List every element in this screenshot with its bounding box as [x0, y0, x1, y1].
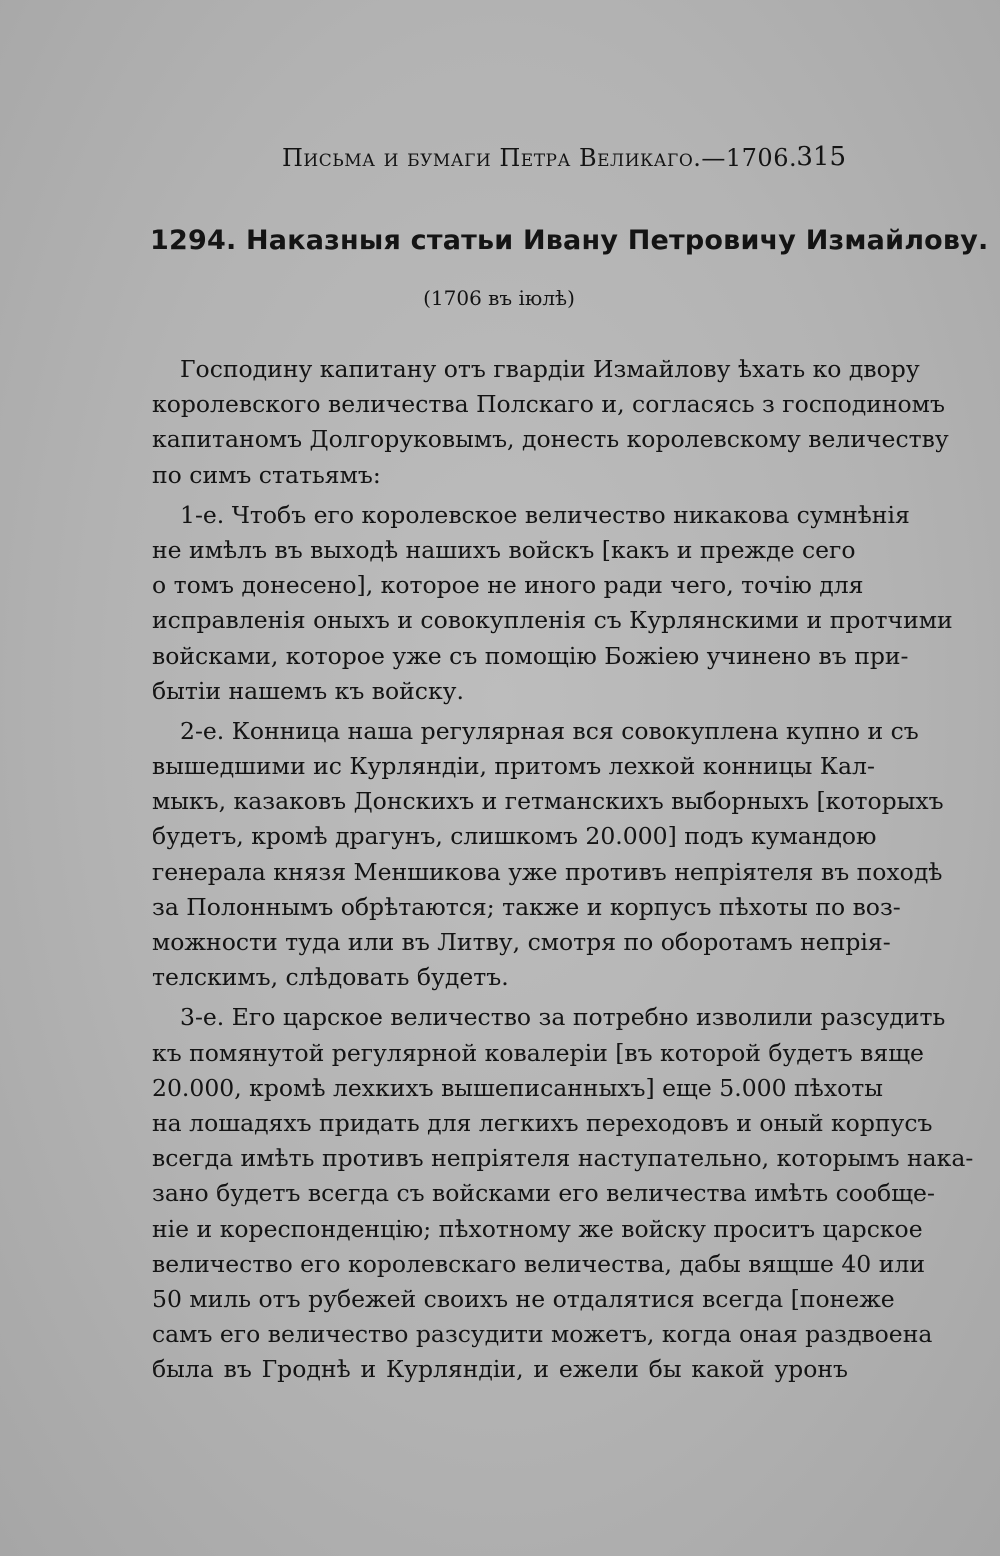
text-line: 2-е. Конница наша регулярная вся совокуплена купно и съ	[180, 716, 919, 745]
text-line: самъ его величество разсудити можетъ, когда оная раздвоена	[152, 1320, 933, 1349]
text-line: исправленія оныхъ и совокупленія съ Курлянскими и протчими	[152, 606, 953, 635]
text-line: 3-е. Его царское величество за потребно изволили разсудить	[180, 1003, 946, 1032]
text-line: 20.000, кромѣ лехкихъ вышеписанныхъ] еще 5.000 пѣхоты	[152, 1073, 883, 1102]
text-line: къ помянутой регулярной ковалеріи [въ которой будетъ вяще	[152, 1038, 924, 1067]
text-line: генерала князя Меншикова уже противъ непріятеля въ походѣ	[152, 857, 943, 886]
paragraph	[152, 352, 949, 493]
text-line: не имѣлъ въ выходѣ нашихъ войскъ [какъ и прежде сего	[152, 535, 856, 564]
paragraph	[152, 1000, 974, 1387]
document-date: (1706 въ іюлѣ)	[423, 286, 575, 310]
page-number: 315	[796, 142, 846, 172]
text-line: зано будетъ всегда съ войсками его величества имѣть сообще-	[152, 1179, 935, 1208]
text-line: 1-е. Чтобъ его королевское величество никакова сумнѣнія	[180, 500, 910, 529]
text-line: телскимъ, слѣдовать будетъ.	[152, 963, 509, 992]
text-line: бытіи нашемъ къ войску.	[152, 676, 464, 705]
paragraph	[152, 498, 953, 709]
paragraph	[152, 714, 944, 996]
text-line: Господину капитану отъ гвардіи Измайлову ѣхать ко двору	[180, 355, 920, 383]
document-title: 1294. Наказныя статьи Ивану Петровичу Измайлову.	[150, 225, 989, 256]
text-line: будетъ, кромѣ драгунъ, слишкомъ 20.000] подъ кумандою	[152, 822, 877, 851]
text-line: за Полоннымъ обрѣтаются; также и корпусъ пѣхоты по воз-	[152, 892, 901, 921]
text-line: по симъ статьямъ:	[152, 460, 381, 489]
text-line: войсками, которое уже съ помощію Божіею учинено въ при-	[152, 641, 909, 670]
text-line: мыкъ, казаковъ Донскихъ и гетманскихъ выборныхъ [которыхъ	[152, 787, 944, 816]
text-line: королевского величества Полскаго и, согласясь з господиномъ	[152, 390, 945, 419]
text-line: на лошадяхъ придать для легкихъ переходовъ и оный корпусъ	[152, 1108, 933, 1137]
text-line: капитаномъ Долгоруковымъ, донесть королевскому величеству	[152, 425, 949, 454]
page-header	[150, 140, 848, 176]
running-head: Письма и бумаги Петра Великаго.—1706.	[282, 144, 798, 172]
text-line: всегда имѣть противъ непріятеля наступательно, которымъ нака-	[152, 1144, 974, 1173]
body-text	[152, 352, 974, 1392]
text-line: вышедшими ис Курляндіи, притомъ лехкой конницы Кал-	[152, 752, 875, 781]
text-line: величество его королевскаго величества, дабы вящше 40 или	[152, 1249, 925, 1278]
text-line: 50 миль отъ рубежей своихъ не отдалятися всегда [понеже	[152, 1284, 895, 1313]
text-line: была въ Гроднѣ и Курляндіи, и ежели бы какой уронъ	[152, 1355, 848, 1384]
text-line: о томъ донесено], которое не иного ради чего, точію для	[152, 571, 864, 600]
text-line: ніе и кореспонденцію; пѣхотному же войску проситъ царское	[152, 1214, 923, 1243]
text-line: можности туда или въ Литву, смотря по оборотамъ непрія-	[152, 928, 891, 956]
